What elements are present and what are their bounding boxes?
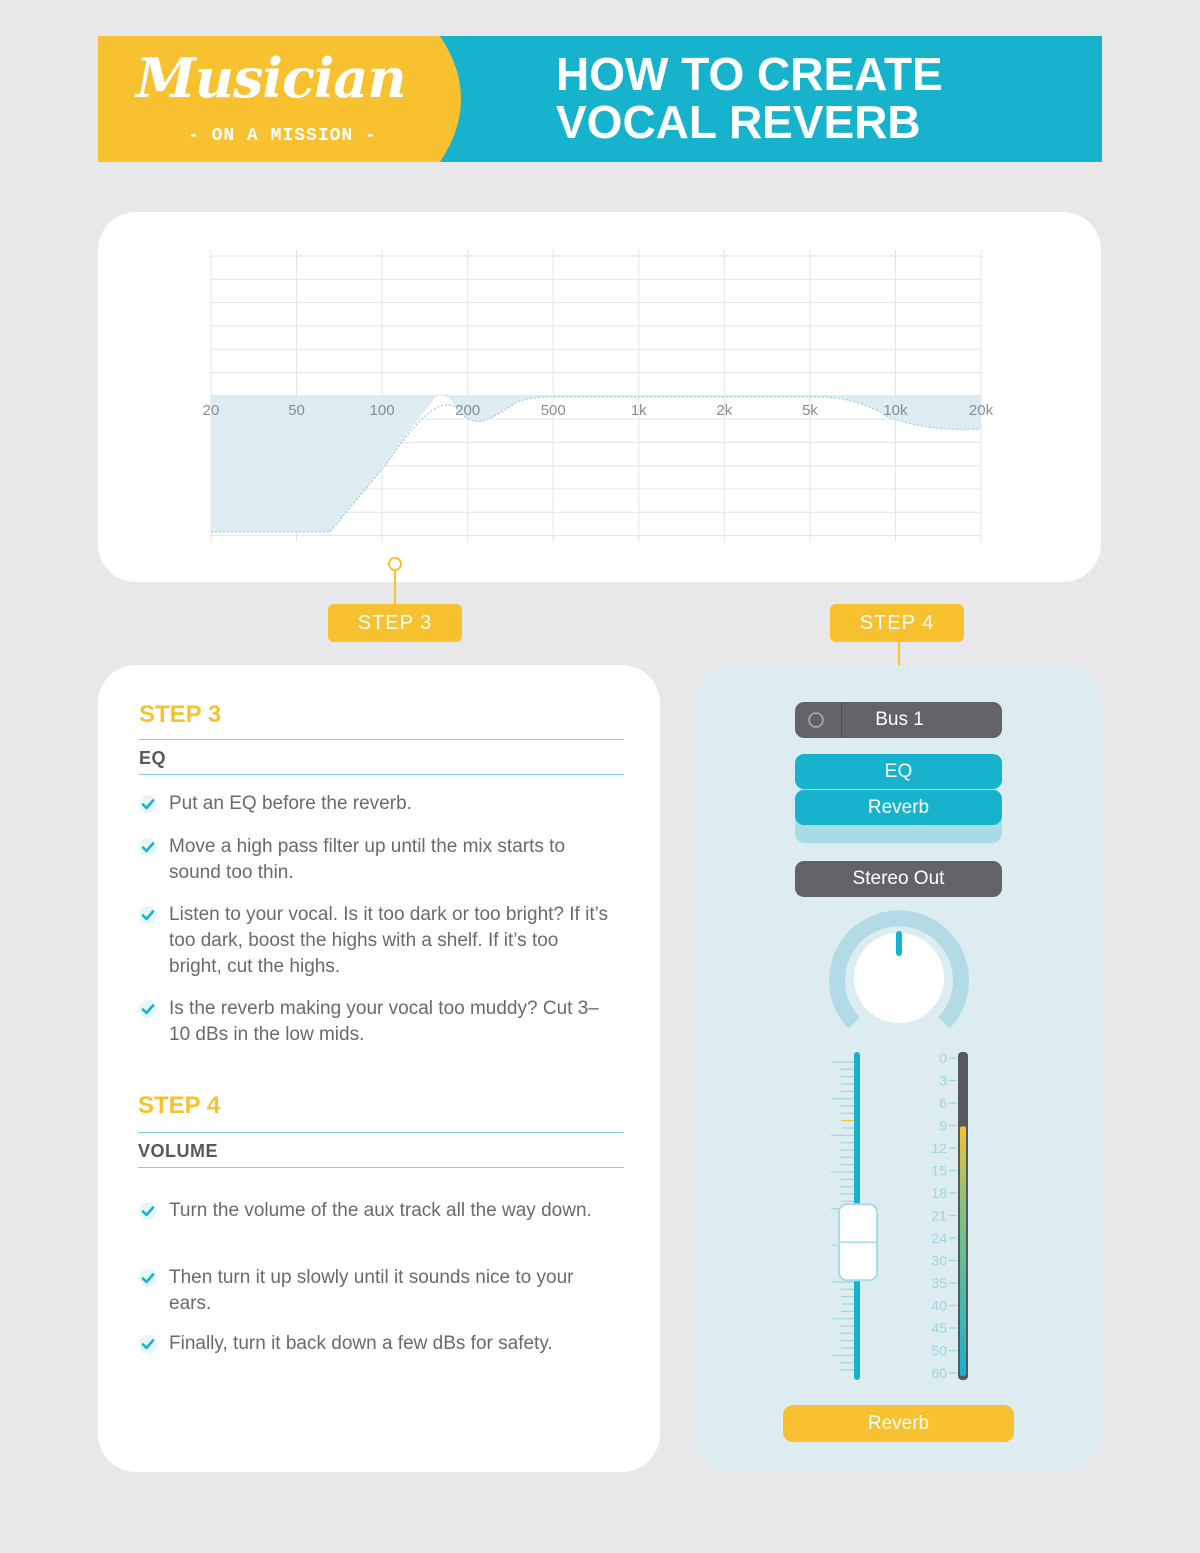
meter-scale-label: 24 — [931, 1230, 947, 1246]
page-title — [556, 50, 1076, 146]
eq-frequency-label: 20 — [202, 402, 220, 419]
mixer-controls — [697, 665, 1101, 1472]
meter-scale-label: 6 — [939, 1095, 947, 1111]
level-meter-bar — [960, 1126, 966, 1376]
eq-frequency-label: 500 — [540, 402, 566, 419]
meter-scale-label: 35 — [931, 1275, 947, 1291]
step4-rule-top — [138, 1132, 624, 1133]
check-icon — [138, 1334, 158, 1354]
meter-scale-label: 21 — [931, 1207, 947, 1224]
bullet-text: Turn the volume of the aux track all the way down. — [169, 1200, 592, 1221]
meter-scale-label: 30 — [931, 1252, 947, 1269]
eq-graph — [98, 212, 1101, 582]
step4-label: VOLUME — [138, 1141, 219, 1161]
step3-tag: STEP 3 — [328, 604, 462, 642]
meter-scale-label: 40 — [931, 1297, 947, 1314]
check-icon — [138, 837, 158, 857]
meter-scale-label: 0 — [939, 1050, 947, 1066]
step3-connector-ring — [388, 557, 402, 571]
mixer-channel-card — [697, 665, 1101, 1472]
bullet-text: Move a high pass filter up until the mix starts to sound too thin. — [169, 836, 566, 883]
check-icon — [138, 999, 158, 1019]
input-label: Bus 1 — [875, 709, 924, 730]
instructions-card — [98, 665, 660, 1472]
level-meter-scale — [931, 1050, 957, 1381]
eq-curve-lowcut-fill — [211, 395, 438, 532]
eq-frequency-label: 10k — [883, 402, 908, 419]
step4-rule-bottom — [138, 1167, 624, 1168]
plugin-slot-eq[interactable]: EQ — [795, 754, 1002, 789]
bullet-text: Listen to your vocal. Is it too dark or too bright? If it’s too dark, boost the highs with a shelf. If it’s too bright, cut the highs. — [169, 904, 608, 977]
step4-tag: STEP 4 — [830, 604, 964, 642]
list-item — [138, 834, 608, 886]
bullet-text: Is the reverb making your vocal too muddy? Cut 3–10 dBs in the low mids. — [169, 998, 599, 1045]
output-selector[interactable]: Stereo Out — [795, 861, 1002, 897]
bullet-text: Put an EQ before the reverb. — [169, 793, 412, 814]
check-icon — [138, 1201, 158, 1221]
meter-scale-label: 60 — [931, 1365, 947, 1381]
meter-scale-label: 3 — [939, 1072, 947, 1089]
bullet-text: Finally, turn it back down a few dBs for safety. — [169, 1333, 553, 1354]
meter-scale-label: 18 — [931, 1185, 947, 1201]
eq-frequency-label: 50 — [288, 402, 305, 419]
meter-scale-label: 15 — [931, 1162, 947, 1179]
check-icon — [138, 794, 158, 814]
list-item — [138, 902, 608, 980]
logo-curve-shape — [398, 36, 482, 162]
eq-graph-card — [98, 212, 1101, 582]
step3-rule-bottom — [139, 774, 624, 775]
eq-frequency-label: 1k — [630, 402, 647, 419]
eq-frequency-label: 200 — [455, 402, 481, 419]
bullet-text: Then turn it up slowly until it sounds nice to your ears. — [169, 1267, 574, 1314]
pan-knob[interactable] — [837, 918, 961, 1023]
step3-label: EQ — [139, 748, 167, 768]
meter-scale-label: 12 — [931, 1140, 947, 1156]
track-name-label[interactable]: Reverb — [783, 1405, 1014, 1442]
step3-heading: STEP 3 — [139, 701, 222, 728]
fader-handle[interactable] — [839, 1204, 877, 1280]
plugin-slot-reverb[interactable]: Reverb — [795, 790, 1002, 825]
eq-frequency-label: 5k — [801, 402, 818, 419]
list-item — [138, 1198, 608, 1224]
step3-connector-line — [394, 571, 396, 604]
eq-frequency-label: 2k — [716, 402, 733, 419]
list-item — [138, 1331, 608, 1357]
meter-scale-label: 50 — [931, 1342, 947, 1359]
pan-knob-indicator — [896, 931, 902, 956]
title-line-1: HOW TO CREATE — [556, 48, 943, 100]
step3-rule-top — [139, 739, 624, 740]
title-line-2: VOCAL REVERB — [556, 96, 921, 148]
logo-script: Musician — [136, 46, 406, 110]
list-item — [138, 996, 608, 1048]
eq-frequency-label: 100 — [369, 402, 395, 419]
check-icon — [138, 1268, 158, 1288]
meter-scale-label: 45 — [931, 1320, 947, 1336]
header-banner — [98, 36, 1102, 162]
eq-frequency-label: 20k — [968, 402, 994, 419]
logo-subtitle: - ON A MISSION - — [188, 126, 377, 146]
list-item — [138, 791, 608, 817]
list-item — [138, 1265, 608, 1317]
check-icon — [138, 905, 158, 925]
level-meter-fill — [960, 1126, 966, 1376]
step4-heading: STEP 4 — [138, 1092, 221, 1119]
meter-scale-label: 9 — [939, 1117, 947, 1134]
